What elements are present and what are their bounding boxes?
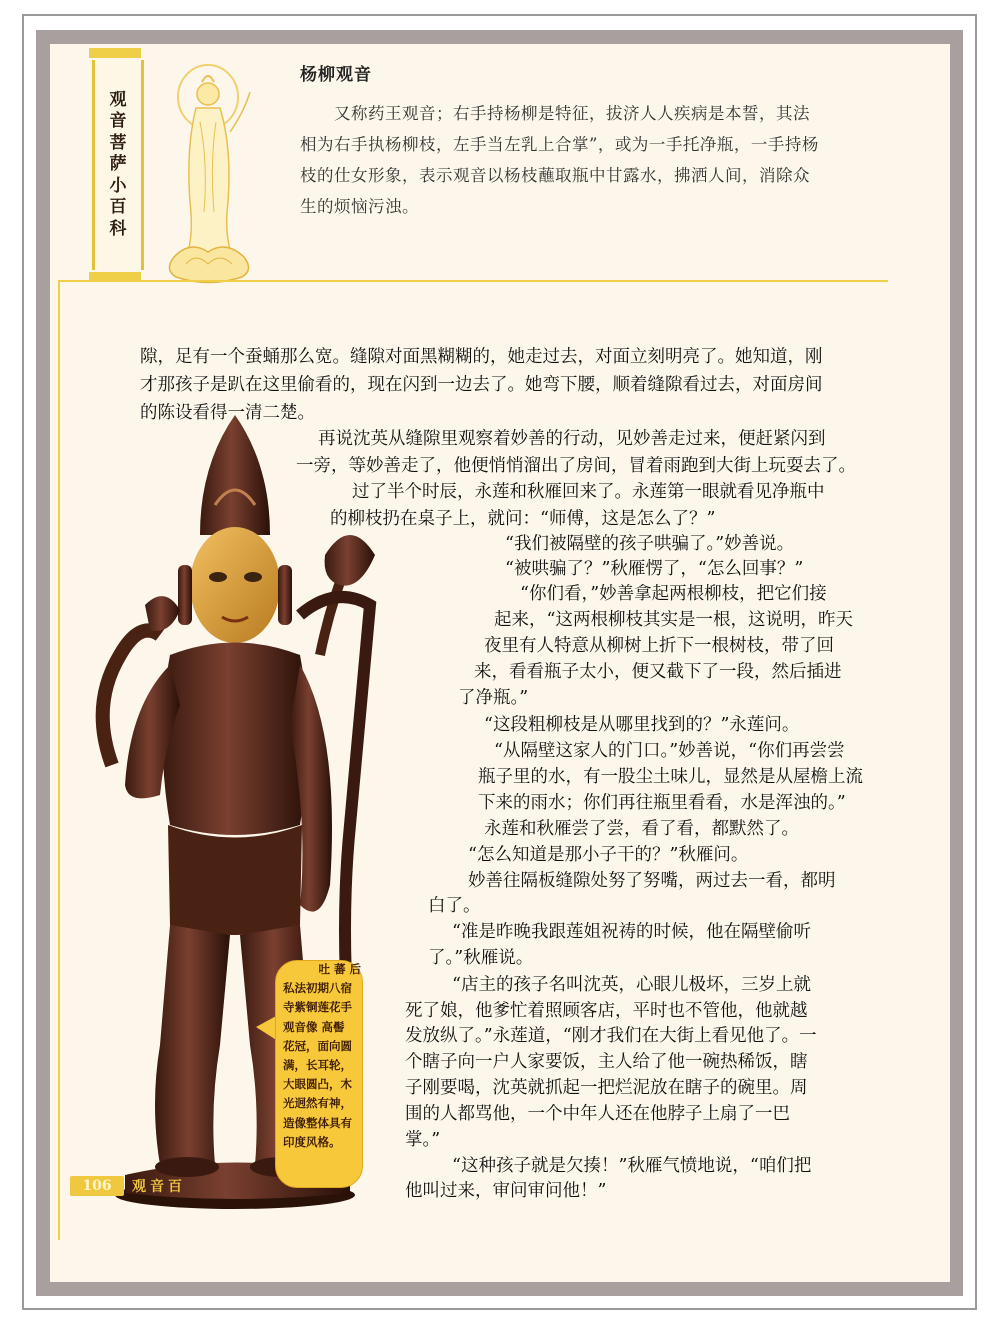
section-line: 相为右手执杨柳枝，左手当左乳上合掌”，或为一手托净瓶，一手持杨 xyxy=(300,135,819,154)
caption-line: 印度风格。 xyxy=(283,1134,341,1149)
caption-line: 光迥然有神， xyxy=(283,1096,352,1111)
story-line: “准是昨晚我跟莲姐祝祷的时候，他在隔壁偷听 xyxy=(452,922,811,942)
story-line: “店主的孩子名叫沈英，心眼儿极坏，三岁上就 xyxy=(452,975,811,995)
story-line: 妙善往隔板缝隙处努了努嘴，两过去一看，都明 xyxy=(468,871,836,891)
sidebar-char: 科 xyxy=(109,218,127,239)
story-line: 隙，足有一个蚕蛹那么宽。缝隙对面黑糊糊的，她走过去，对面立刻明亮了。她知道，刚 xyxy=(140,347,823,367)
story-line: “这段粗柳枝是从哪里找到的？”永莲问。 xyxy=(484,715,800,735)
story-line: 的柳枝扔在桌子上，就问：“师傅，这是怎么了？” xyxy=(330,509,716,529)
story-line: 了。”秋雁说。 xyxy=(428,948,534,968)
caption-line: 造像整体具有 xyxy=(283,1115,352,1130)
section-line: 生的烦恼污浊。 xyxy=(300,197,419,216)
story-line: 白了。 xyxy=(428,896,481,916)
story-line: 他叫过来，审问审问他！” xyxy=(405,1181,607,1201)
sidebar-label xyxy=(92,60,144,270)
sidebar-char: 菩 xyxy=(109,132,127,153)
section-line: 枝的仕女形象，表示观音以杨枝蘸取瓶中甘露水，拂洒人间，消除众 xyxy=(300,166,810,185)
story-line: 一旁，等妙善走了，他便悄悄溜出了房间，冒着雨跑到大街上玩耍去了。 xyxy=(296,456,856,476)
story-line: “你们看，”妙善拿起两根柳枝，把它们接 xyxy=(520,584,827,604)
footer-title: 观音百 xyxy=(132,1179,186,1195)
guanyin-sketch-illustration xyxy=(146,52,278,287)
sidebar-char: 音 xyxy=(109,111,127,132)
sidebar-char: 观 xyxy=(109,89,127,110)
caption-line: 观音像 高髻 xyxy=(283,1019,345,1034)
story-line: 个瞎子向一户人家要饭，主人给了他一碗热稀饭，瞎 xyxy=(405,1052,808,1072)
story-line: 瓶子里的水，有一股尘土味儿，显然是从屋檐上流 xyxy=(478,767,863,787)
story-line: “被哄骗了？”秋雁愣了，“怎么回事？” xyxy=(505,559,804,579)
story-line: 来，看看瓶子太小，便又截下了一段，然后插进 xyxy=(474,662,842,682)
story-line: 永莲和秋雁尝了尝，看了看，都默然了。 xyxy=(484,819,799,839)
caption-line: 寺紫铜莲花手 xyxy=(283,1000,352,1015)
story-line: 了净瓶。” xyxy=(458,688,529,708)
story-line: 再说沈英从缝隙里观察着妙善的行动，见妙善走过来，便赶紧闪到 xyxy=(318,429,826,449)
story-line: 围的人都骂他，一个中年人还在他脖子上扇了一巴 xyxy=(405,1104,790,1124)
sidebar-char: 百 xyxy=(109,197,127,218)
story-line: 发放纵了。”永莲道，“刚才我们在大街上看见他了。一 xyxy=(405,1026,817,1046)
page-number: 106 xyxy=(70,1176,124,1196)
section-line: 又称药王观音；右手持杨柳是特征，拔济人人疾病是本誓，其法 xyxy=(334,104,810,123)
sidebar-char: 小 xyxy=(109,175,127,196)
story-line: 下来的雨水；你们再往瓶里看看，水是浑浊的。” xyxy=(478,793,846,813)
story-line: 的陈设看得一清二楚。 xyxy=(140,403,315,423)
story-line: 过了半个时辰，永莲和秋雁回来了。永莲第一眼就看见净瓶中 xyxy=(352,482,825,502)
caption-line: 满，长耳轮， xyxy=(283,1057,352,1072)
story-line: 夜里有人特意从柳树上折下一根树枝，带了回 xyxy=(484,636,834,656)
sidebar-cap-top xyxy=(89,48,141,58)
caption-line: 吐 蕃 后 xyxy=(318,962,361,976)
story-line: 才那孩子是趴在这里偷看的，现在闪到一边去了。她弯下腰，顺着缝隙看过去，对面房间 xyxy=(140,375,823,395)
sidebar-char: 萨 xyxy=(109,154,127,175)
story-line: 死了娘，他爹忙着照顾客店，平时也不管他，他就越 xyxy=(405,1001,808,1021)
story-line: 子刚要喝，沈英就抓起一把烂泥放在瞎子的碗里。周 xyxy=(405,1078,808,1098)
story-line: 掌。” xyxy=(405,1130,441,1150)
caption-line: 私法初期八宿 xyxy=(283,981,352,996)
story-line: “从隔壁这家人的门口。”妙善说，“你们再尝尝 xyxy=(494,741,845,761)
story-line: 起来，“这两根柳枝其实是一根，这说明，昨天 xyxy=(494,610,853,630)
section-body xyxy=(300,98,820,222)
image-caption xyxy=(283,960,361,1152)
story-line: “我们被隔壁的孩子哄骗了。”妙善说。 xyxy=(505,534,795,554)
caption-line: 大眼圆凸，木 xyxy=(283,1077,352,1092)
story-line: “这种孩子就是欠揍！”秋雁气愤地说，“咱们把 xyxy=(452,1156,812,1176)
story-line: “怎么知道是那小子干的？”秋雁问。 xyxy=(468,845,749,865)
caption-line: 花冠，面向圆 xyxy=(283,1038,352,1053)
section-title: 杨柳观音 xyxy=(300,65,372,85)
